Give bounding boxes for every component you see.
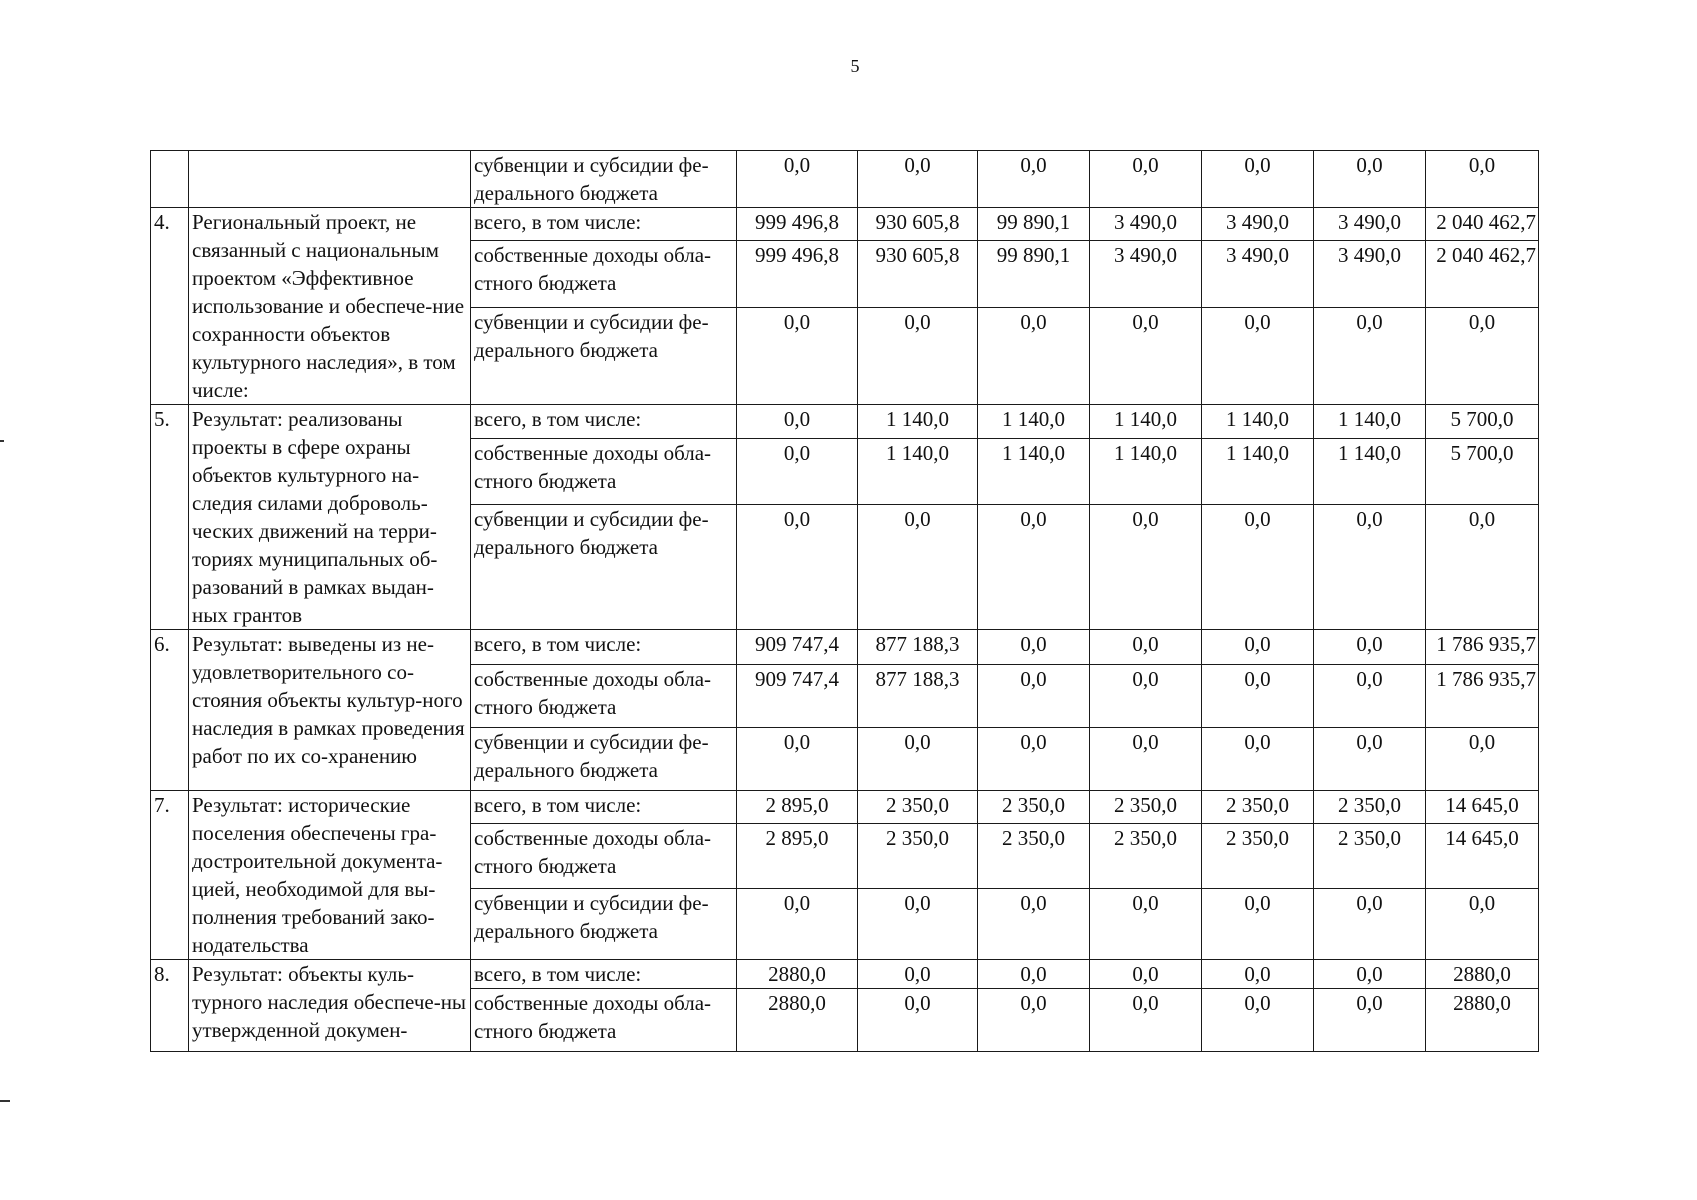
amount-cell: 0,0 [1090, 888, 1202, 959]
funding-source: всего, в том числе: [471, 630, 737, 665]
amount-cell: 0,0 [978, 728, 1090, 791]
amount-cell: 0,0 [978, 888, 1090, 959]
amount-cell: 3 490,0 [1090, 208, 1202, 241]
amount-cell: 0,0 [1314, 728, 1426, 791]
amount-cell: 1 786 935,7 [1426, 665, 1539, 728]
amount-cell: 0,0 [1202, 728, 1314, 791]
amount-cell: 0,0 [1090, 665, 1202, 728]
amount-cell: 0,0 [1202, 151, 1314, 208]
row-number [151, 151, 189, 208]
amount-cell: 3 490,0 [1090, 241, 1202, 308]
budget-table [150, 150, 1539, 1052]
funding-source: всего, в том числе: [471, 791, 737, 824]
amount-cell: 930 605,8 [858, 208, 978, 241]
amount-cell: 14 645,0 [1426, 823, 1539, 888]
amount-cell: 0,0 [1202, 665, 1314, 728]
amount-cell: 0,0 [1090, 504, 1202, 629]
row-number: 8. [151, 960, 189, 1052]
amount-cell: 0,0 [1314, 308, 1426, 405]
item-name: Результат: объекты куль-турного наследия обеспече-ны утвержденной докумен- [189, 960, 471, 1052]
amount-cell: 2 350,0 [1314, 791, 1426, 824]
amount-cell: 5 700,0 [1426, 438, 1539, 504]
amount-cell: 2880,0 [1426, 960, 1539, 989]
amount-cell: 0,0 [1314, 151, 1426, 208]
amount-cell: 2 350,0 [1314, 823, 1426, 888]
amount-cell: 0,0 [978, 151, 1090, 208]
amount-cell: 0,0 [978, 960, 1090, 989]
amount-cell: 2 350,0 [858, 791, 978, 824]
amount-cell: 2 040 462,7 [1426, 241, 1539, 308]
amount-cell: 909 747,4 [737, 630, 858, 665]
amount-cell: 0,0 [1202, 504, 1314, 629]
amount-cell: 2 350,0 [1090, 823, 1202, 888]
amount-cell: 2 350,0 [1090, 791, 1202, 824]
amount-cell: 909 747,4 [737, 665, 858, 728]
funding-source: субвенции и субсидии фе- дерального бюджета [471, 888, 737, 959]
amount-cell: 2 350,0 [1202, 791, 1314, 824]
amount-cell: 0,0 [858, 504, 978, 629]
table-row [151, 630, 1539, 665]
amount-cell: 2880,0 [1426, 989, 1539, 1052]
table-row [151, 405, 1539, 439]
amount-cell: 0,0 [737, 728, 858, 791]
amount-cell: 2 895,0 [737, 823, 858, 888]
amount-cell: 0,0 [1090, 989, 1202, 1052]
item-name: Региональный проект, не связанный с национальным проектом «Эффективное использование и обеспече-ние сохранности объектов культурного наследия», в том числе: [189, 208, 471, 405]
funding-source: собственные доходы обла- стного бюджета [471, 665, 737, 728]
amount-cell: 0,0 [1202, 630, 1314, 665]
amount-cell: 0,0 [1314, 989, 1426, 1052]
amount-cell: 1 140,0 [1090, 405, 1202, 439]
table-row [151, 791, 1539, 824]
amount-cell: 0,0 [1090, 630, 1202, 665]
table-row [151, 151, 1539, 208]
amount-cell: 3 490,0 [1314, 208, 1426, 241]
amount-cell: 99 890,1 [978, 208, 1090, 241]
item-name: Результат: реализованы проекты в сфере охраны объектов культурного на-следия силами доброволь-ческих движений на терри-ториях муниципальных об-разований в рамках выдан-ных грантов [189, 405, 471, 630]
amount-cell: 2 350,0 [858, 823, 978, 888]
amount-cell: 0,0 [1314, 888, 1426, 959]
amount-cell: 2 895,0 [737, 791, 858, 824]
funding-source: всего, в том числе: [471, 208, 737, 241]
funding-source: собственные доходы обла- стного бюджета [471, 989, 737, 1052]
amount-cell: 1 140,0 [858, 438, 978, 504]
table-row [151, 208, 1539, 241]
amount-cell: 0,0 [1090, 151, 1202, 208]
amount-cell: 0,0 [1202, 888, 1314, 959]
funding-source: субвенции и субсидии фе- дерального бюджета [471, 728, 737, 791]
amount-cell: 0,0 [1314, 665, 1426, 728]
row-number: 4. [151, 208, 189, 405]
amount-cell: 0,0 [978, 504, 1090, 629]
amount-cell: 0,0 [1426, 308, 1539, 405]
item-name: Результат: выведены из не-удовлетворительного со-стояния объекты культур-ного наследия в рамках проведения работ по их со-хранению [189, 630, 471, 791]
amount-cell: 0,0 [737, 438, 858, 504]
amount-cell: 2880,0 [737, 989, 858, 1052]
amount-cell: 877 188,3 [858, 665, 978, 728]
amount-cell: 0,0 [858, 960, 978, 989]
amount-cell: 0,0 [978, 308, 1090, 405]
amount-cell: 2 350,0 [978, 791, 1090, 824]
amount-cell: 0,0 [858, 308, 978, 405]
amount-cell: 3 490,0 [1314, 241, 1426, 308]
amount-cell: 0,0 [1314, 630, 1426, 665]
amount-cell: 0,0 [978, 665, 1090, 728]
amount-cell: 0,0 [858, 888, 978, 959]
funding-source: субвенции и субсидии фе- дерального бюджета [471, 308, 737, 405]
amount-cell: 0,0 [737, 888, 858, 959]
amount-cell: 14 645,0 [1426, 791, 1539, 824]
amount-cell: 1 140,0 [1202, 438, 1314, 504]
amount-cell: 1 140,0 [978, 438, 1090, 504]
amount-cell: 2 040 462,7 [1426, 208, 1539, 241]
amount-cell: 3 490,0 [1202, 241, 1314, 308]
amount-cell: 0,0 [1090, 308, 1202, 405]
amount-cell: 1 140,0 [1090, 438, 1202, 504]
table-row [151, 960, 1539, 989]
funding-source: собственные доходы обла- стного бюджета [471, 241, 737, 308]
amount-cell: 0,0 [1202, 989, 1314, 1052]
amount-cell: 1 140,0 [1314, 405, 1426, 439]
amount-cell: 0,0 [1090, 960, 1202, 989]
funding-source: субвенции и субсидии фе- дерального бюджета [471, 504, 737, 629]
amount-cell: 2880,0 [737, 960, 858, 989]
item-name [189, 151, 471, 208]
funding-source: собственные доходы обла- стного бюджета [471, 438, 737, 504]
amount-cell: 0,0 [978, 989, 1090, 1052]
item-name: Результат: исторические поселения обеспечены гра-достроительной документа-цией, необходимой для вы-полнения требований зако-нодательства [189, 791, 471, 960]
amount-cell: 5 700,0 [1426, 405, 1539, 439]
amount-cell: 0,0 [858, 728, 978, 791]
amount-cell: 1 140,0 [1314, 438, 1426, 504]
amount-cell: 999 496,8 [737, 241, 858, 308]
row-number: 6. [151, 630, 189, 791]
amount-cell: 877 188,3 [858, 630, 978, 665]
amount-cell: 0,0 [858, 989, 978, 1052]
amount-cell: 0,0 [1426, 504, 1539, 629]
amount-cell: 0,0 [1090, 728, 1202, 791]
amount-cell: 0,0 [978, 630, 1090, 665]
amount-cell: 0,0 [1202, 308, 1314, 405]
amount-cell: 1 140,0 [978, 405, 1090, 439]
row-number: 5. [151, 405, 189, 630]
amount-cell: 0,0 [858, 151, 978, 208]
amount-cell: 0,0 [1202, 960, 1314, 989]
amount-cell: 2 350,0 [978, 823, 1090, 888]
amount-cell: 999 496,8 [737, 208, 858, 241]
scan-artifact-mark [0, 1100, 10, 1102]
amount-cell: 0,0 [737, 308, 858, 405]
amount-cell: 0,0 [1314, 960, 1426, 989]
row-number: 7. [151, 791, 189, 960]
amount-cell: 0,0 [1426, 728, 1539, 791]
funding-source: всего, в том числе: [471, 960, 737, 989]
amount-cell: 930 605,8 [858, 241, 978, 308]
funding-source: собственные доходы обла- стного бюджета [471, 823, 737, 888]
amount-cell: 3 490,0 [1202, 208, 1314, 241]
amount-cell: 1 786 935,7 [1426, 630, 1539, 665]
amount-cell: 0,0 [737, 504, 858, 629]
page-number: 5 [850, 56, 860, 76]
amount-cell: 0,0 [737, 405, 858, 439]
amount-cell: 1 140,0 [858, 405, 978, 439]
amount-cell: 1 140,0 [1202, 405, 1314, 439]
funding-source: субвенции и субсидии фе- дерального бюджета [471, 151, 737, 208]
amount-cell: 99 890,1 [978, 241, 1090, 308]
scan-artifact-mark [0, 440, 4, 442]
amount-cell: 0,0 [1426, 151, 1539, 208]
funding-source: всего, в том числе: [471, 405, 737, 439]
amount-cell: 0,0 [1314, 504, 1426, 629]
amount-cell: 0,0 [1426, 888, 1539, 959]
amount-cell: 0,0 [737, 151, 858, 208]
amount-cell: 2 350,0 [1202, 823, 1314, 888]
